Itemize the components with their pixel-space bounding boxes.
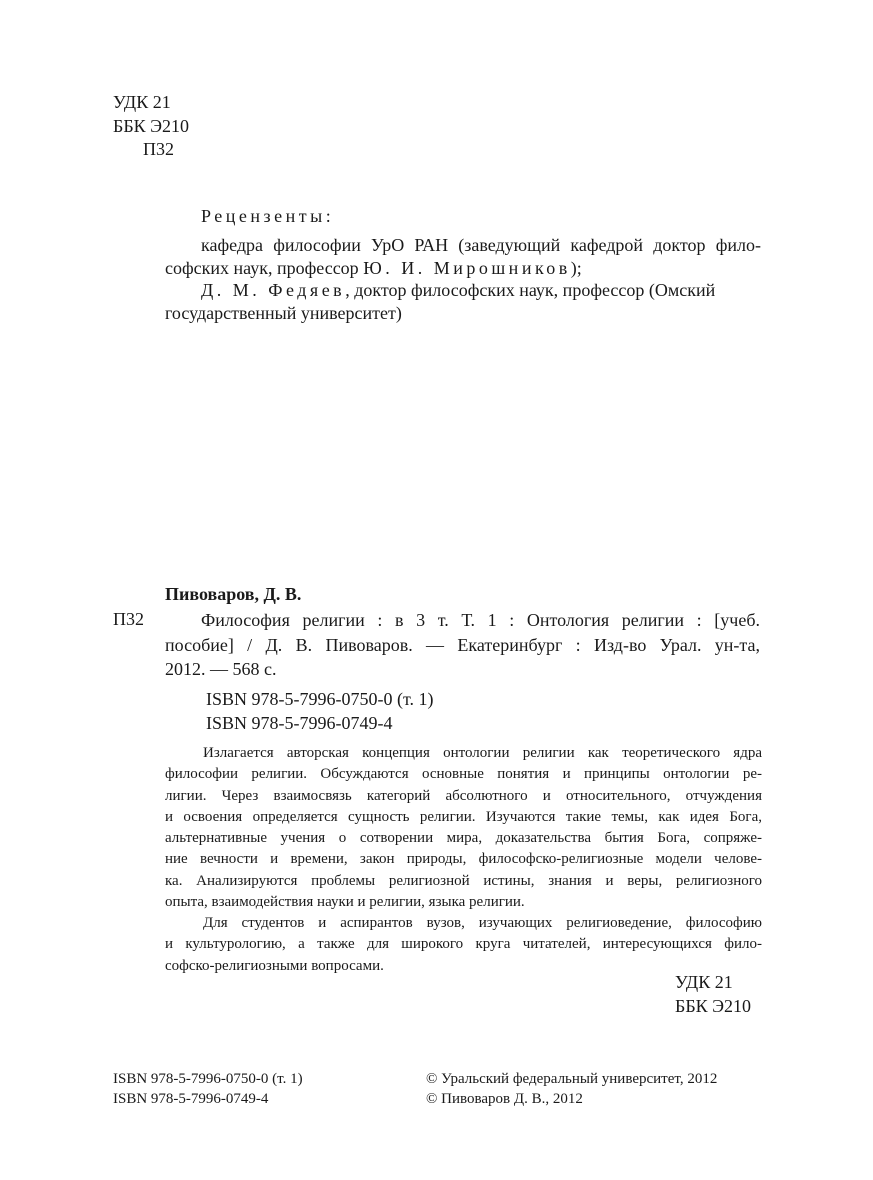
record-description	[165, 608, 760, 682]
reviewer-1-line-2: софских наук, профессор Ю. И. Мирошников);	[165, 258, 582, 278]
reviewer-1-line-1: кафедра философии УрО РАН (заведующий кафедрой доктор фило-	[201, 235, 761, 255]
footer-isbn-set: ISBN 978-5-7996-0749-4	[113, 1091, 269, 1107]
bbk-code: ББК Э210	[113, 116, 190, 136]
record-author: Пивоваров, Д. В.	[165, 584, 302, 604]
udk-code: УДК 21	[113, 92, 171, 112]
annotation-line: и освоения определяется сущность религии. Изучаются такие темы, как идея Бога,	[165, 808, 762, 825]
annotation-line: философии религии. Обсуждаются основные понятия и принципы онтологии ре-	[165, 766, 762, 783]
record-isbn-set: ISBN 978-5-7996-0749-4	[206, 713, 393, 733]
annotation-paragraph-2	[165, 913, 762, 977]
annotation-line: Излагается авторская концепция онтологии религии как теоретического ядра	[203, 745, 762, 761]
annotation-line: Для студентов и аспирантов вузов, изучающих религиоведение, философию	[203, 915, 762, 931]
annotation-line: софско-религиозными вопросами.	[165, 957, 384, 974]
footer-copyright-university: © Уральский федеральный университет, 2012	[426, 1071, 718, 1087]
annotation-line: альтернативные учения о сотворении мира, доказательства бытия Бога, сопряже-	[165, 830, 762, 847]
annotation-paragraph-1	[165, 743, 762, 913]
bottom-udk-code: УДК 21	[675, 972, 733, 992]
record-author-mark: П32	[113, 609, 144, 629]
annotation-line: ние вечности и времени, закон природы, философско-религиозные модели челове-	[165, 851, 762, 868]
annotation-line: и культурологию, а также для широкого круга читателей, интересующихся фило-	[165, 936, 762, 953]
annotation-line: опыта, взаимодействия науки и религии, языка религии.	[165, 894, 525, 911]
reviewer-2-name: Д. М. Федяев	[201, 280, 346, 300]
footer-isbn-volume: ISBN 978-5-7996-0750-0 (т. 1)	[113, 1071, 303, 1087]
record-description-line: Философия религии : в 3 т. Т. 1 : Онтология религии : [учеб.	[201, 610, 760, 630]
record-description-line: 2012. — 568 с.	[165, 659, 277, 679]
annotation-line: лигии. Через взаимосвязь категорий абсолютного и относительного, отчуждения	[165, 787, 762, 804]
author-mark: П32	[143, 139, 174, 159]
reviewer-1-name: Ю. И. Мирошников	[363, 258, 571, 278]
annotation-line: ка. Анализируются проблемы религиозной истины, знания и веры, религиозного	[165, 872, 762, 889]
footer-copyright-author: © Пивоваров Д. В., 2012	[426, 1091, 583, 1107]
record-isbn-volume: ISBN 978-5-7996-0750-0 (т. 1)	[206, 689, 434, 709]
record-description-line: пособие] / Д. В. Пивоваров. — Екатеринбург : Изд-во Урал. ун-та,	[165, 634, 760, 655]
bottom-bbk-code: ББК Э210	[675, 996, 752, 1016]
reviewers-heading: Рецензенты:	[201, 206, 335, 226]
reviewer-2-line-2: государственный университет)	[165, 303, 402, 323]
reviewer-2-line-1: Д. М. Федяев, доктор философских наук, профессор (Омский	[201, 280, 716, 300]
